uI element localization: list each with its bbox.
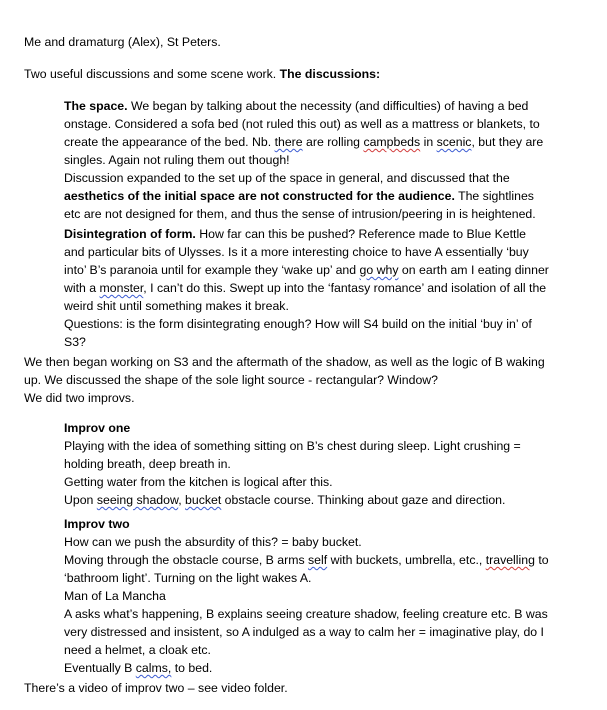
disint-text: into’ B’s paranoia until for example they ‘wake up’ and	[64, 263, 360, 277]
improv-text: Eventually B	[64, 661, 136, 675]
spelling-flag: campbeds	[363, 135, 421, 149]
space-text: , but they are	[471, 135, 544, 149]
disint-text: on earth am I eating dinner	[398, 263, 549, 277]
document-title: Me and dramaturg (Alex), St Peters.	[24, 35, 221, 49]
improv-one-heading	[64, 419, 604, 437]
improv-two-line-1: How can we push the absurdity of this? = baby bucket.	[64, 535, 362, 549]
grammar-flag: there	[274, 135, 303, 149]
improv-text: Upon	[64, 493, 97, 507]
disint-line-4	[64, 279, 604, 297]
grammar-flag: scenic	[436, 135, 472, 149]
improv-two-line-2	[64, 551, 604, 569]
improv-two-heading	[64, 515, 604, 533]
space-text: The sightlines	[454, 189, 534, 203]
improv-text: ,	[178, 493, 186, 507]
improv-two-title: Improv two	[64, 517, 130, 531]
section-improv-two	[64, 515, 604, 677]
footer-note: There’s a video of improv two – see video folder.	[24, 681, 288, 695]
disint-line-7: S3?	[64, 335, 86, 349]
space-bold: aesthetics of the initial space are not constructed for the audience.	[64, 189, 455, 203]
space-text: are rolling	[302, 135, 364, 149]
space-text: create the appearance of the bed. Nb.	[64, 135, 275, 149]
grammar-flag: go why	[359, 263, 399, 277]
improv-two-line-5: A asks what’s happening, B explains seeing creature shadow, feeling creature etc. B was	[64, 607, 548, 621]
spelling-flag: travelling	[485, 553, 535, 567]
improv-text: to	[534, 553, 549, 567]
disint-line-3	[64, 261, 604, 279]
space-line-3	[64, 133, 604, 151]
improv-one-line-4	[64, 491, 604, 509]
section-s3	[24, 353, 604, 407]
space-line-1	[64, 97, 604, 115]
improv-two-line-6: very distressed and insistent, so A indulged as a way to calm her = imaginative play, do I	[64, 625, 544, 639]
improv-text: obstacle course. Thinking about gaze and direction.	[221, 493, 506, 507]
s3-line-1: We then began working on S3 and the aftermath of the shadow, as well as the logic of B waking	[24, 355, 545, 369]
space-line-4: singles. Again not ruling them out though!	[64, 153, 290, 167]
disint-text: How far can this be pushed? Reference made to Blue Kettle	[195, 227, 527, 241]
section-space	[64, 97, 604, 223]
s3-line-2: up. We discussed the shape of the sole light source - rectangular? Window?	[24, 373, 438, 387]
disint-line-5: weird shit until something makes it break.	[64, 299, 289, 313]
disint-line-6: Questions: is the form disintegrating enough? How will S4 build on the initial ‘buy in’ of	[64, 317, 532, 331]
grammar-flag: bucket	[185, 493, 222, 507]
grammar-flag: seeing shadow	[96, 493, 179, 507]
space-text: We began by talking about the necessity (and difficulties) of having a bed	[127, 99, 529, 113]
grammar-flag: monster	[99, 281, 144, 295]
improv-two-line-7: need a helmet, a cloak etc.	[64, 643, 211, 657]
space-line-6	[64, 187, 604, 205]
improv-text: with buckets, umbrella, etc.,	[327, 553, 486, 567]
improv-one-line-2: holding breath, deep breath in.	[64, 457, 231, 471]
improv-text: to bed.	[171, 661, 213, 675]
disint-text: with a	[64, 281, 100, 295]
improv-one-title: Improv one	[64, 421, 131, 435]
intro-text: Two useful discussions and some scene work.	[24, 67, 280, 81]
space-line-2: onstage. Considered a sofa bed (not ruled this out) as well as a mattress or blankets, to	[64, 117, 540, 131]
intro-bold: The discussions:	[279, 67, 381, 81]
grammar-flag: self	[308, 553, 328, 567]
disint-heading: Disintegration of form.	[64, 227, 196, 241]
improv-one-line-1: Playing with the idea of something sitting on B’s chest during sleep. Light crushing =	[64, 439, 521, 453]
disint-line-2: and particular bits of Ulysses. Is it a more interesting choice to have A essentially ‘buy	[64, 245, 529, 259]
grammar-flag: calms,	[135, 661, 172, 675]
improv-two-line-8	[64, 659, 604, 677]
space-line-5: Discussion expanded to the set up of the space in general, and discussed that the	[64, 171, 510, 185]
improv-two-line-3: ‘bathroom light’. Turning on the light wakes A.	[64, 571, 312, 585]
improv-text: Moving through the obstacle course, B arms	[64, 553, 309, 567]
section-improv-one	[64, 419, 604, 509]
space-text: in	[420, 135, 437, 149]
section-disintegration	[64, 225, 604, 351]
improv-two-line-4: Man of La Mancha	[64, 589, 166, 603]
improv-one-line-3: Getting water from the kitchen is logical after this.	[64, 475, 333, 489]
space-heading: The space.	[64, 99, 128, 113]
s3-line-3: We did two improvs.	[24, 391, 135, 405]
space-line-7: etc are not designed for them, and thus the sense of intrusion/peering in is heightened.	[64, 207, 536, 221]
intro-paragraph	[24, 65, 380, 83]
disint-text: , I can’t do this. Swept up into the ‘fantasy romance’ and isolation of all the	[143, 281, 547, 295]
disint-line-1	[64, 225, 604, 243]
